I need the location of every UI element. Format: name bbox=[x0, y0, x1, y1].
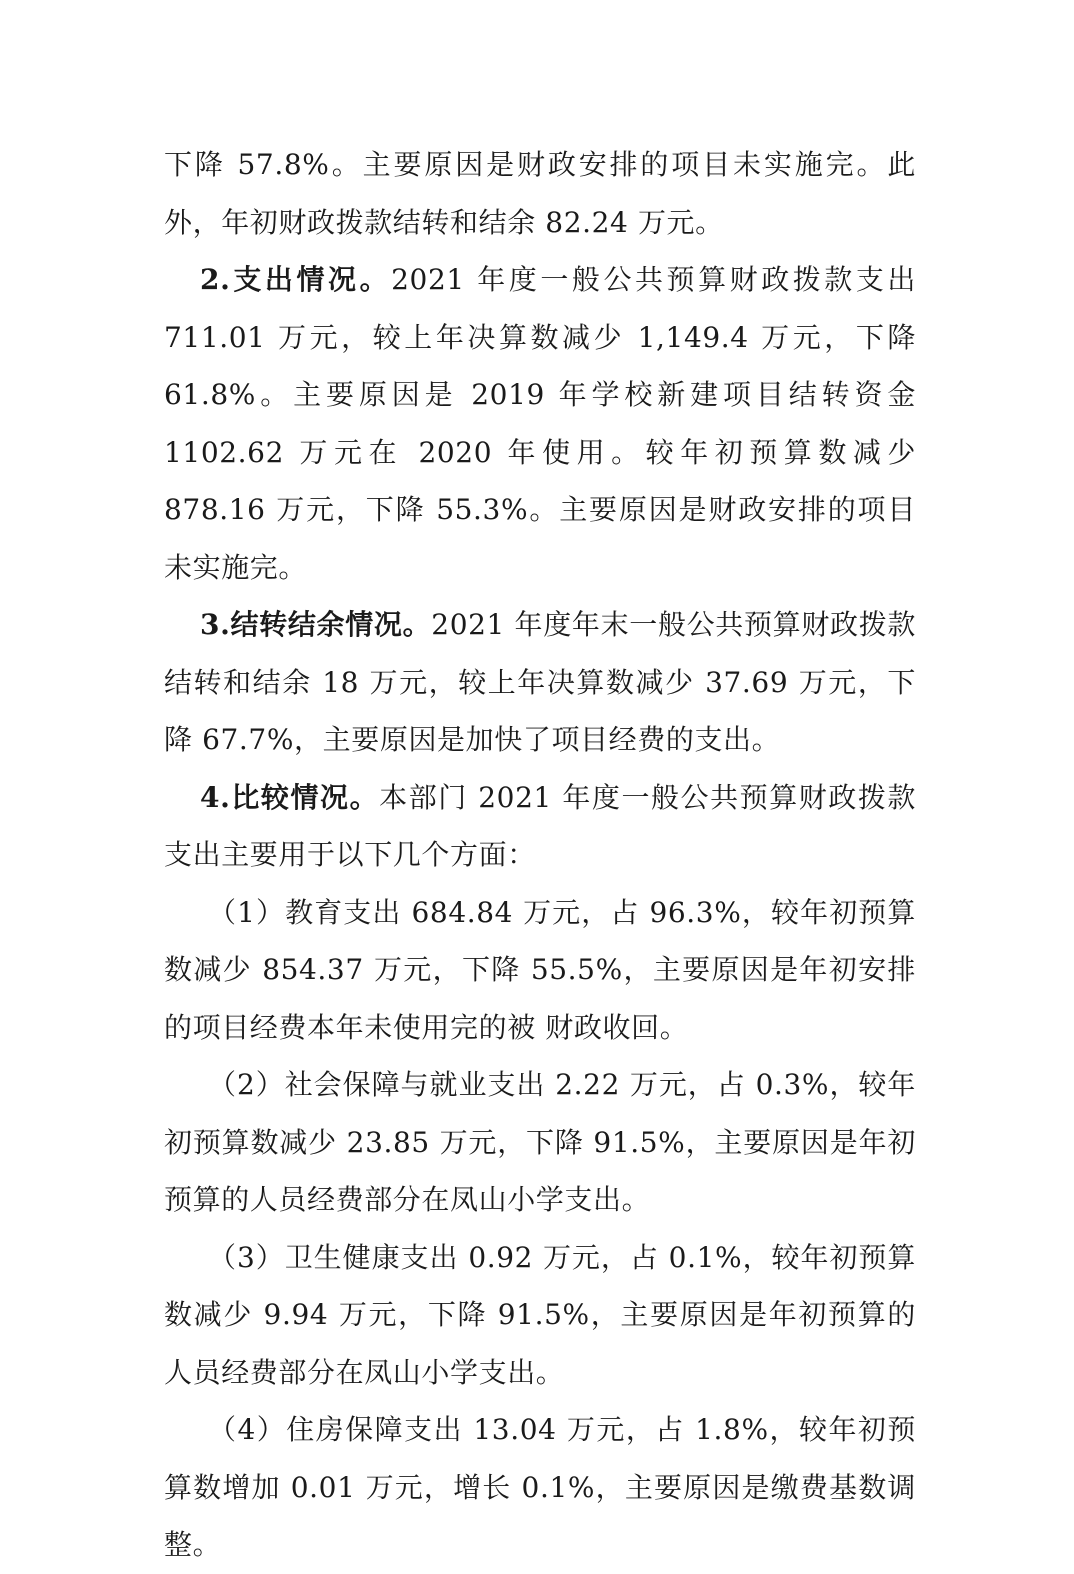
paragraph-text: （2）社会保障与就业支出 2.22 万元，占 0.3%，较年初预算数减少 23.85 万元，下降 91.5%，主要原因是年初预算的人员经费部分在凤山小学支出。 bbox=[164, 1068, 916, 1216]
paragraph-text: 下降 57.8%。主要原因是财政安排的项目未实施完。此外，年初财政拨款结转和结余 82.24 万元。 bbox=[164, 148, 916, 239]
paragraph-text: 2021 年度一般公共预算财政拨款支出 711.01 万元，较上年决算数减少 1,149.4 万元，下降 61.8%。主要原因是 2019 年学校新建项目结转资金 1102.62 万元在 2020 年使用。较年初预算数减少 878.16 万元，下降 55.3%。主要原因是财政安排的项目未实施完。 bbox=[164, 263, 917, 584]
document-body bbox=[164, 136, 916, 1574]
paragraph-income-continued bbox=[164, 136, 916, 251]
paragraph-carryover bbox=[164, 596, 916, 769]
paragraph-item-housing bbox=[164, 1401, 916, 1574]
paragraph-expenditure bbox=[164, 251, 916, 596]
paragraph-text: （3）卫生健康支出 0.92 万元，占 0.1%，较年初预算数减少 9.94 万元，下降 91.5%，主要原因是年初预算的人员经费部分在凤山小学支出。 bbox=[164, 1240, 916, 1389]
paragraph-item-social-security bbox=[164, 1056, 916, 1229]
paragraph-text: （1）教育支出 684.84 万元，占 96.3%，较年初预算数减少 854.37 万元，下降 55.5%，主要原因是年初安排的项目经费本年未使用完的被 财政收回。 bbox=[164, 895, 916, 1044]
section-heading-carryover: 3.结转结余情况。 bbox=[200, 608, 432, 641]
section-heading-comparison: 4.比较情况。 bbox=[200, 780, 380, 814]
paragraph-text: 2021 年度年末一般公共预算财政拨款结转和结余 18 万元，较上年决算数减少 37.69 万元，下降 67.7%，主要原因是加快了项目经费的支出。 bbox=[164, 608, 917, 756]
paragraph-comparison bbox=[164, 769, 916, 884]
paragraph-item-health bbox=[164, 1229, 916, 1402]
paragraph-item-education bbox=[164, 884, 916, 1057]
paragraph-text: （4）住房保障支出 13.04 万元，占 1.8%，较年初预算数增加 0.01 万元，增长 0.1%，主要原因是缴费基数调整。 bbox=[164, 1413, 916, 1561]
section-heading-expenditure: 2.支出情况。 bbox=[200, 263, 392, 296]
paragraph-text: 本部门 2021 年度一般公共预算财政拨款支出主要用于以下几个方面： bbox=[164, 780, 916, 871]
